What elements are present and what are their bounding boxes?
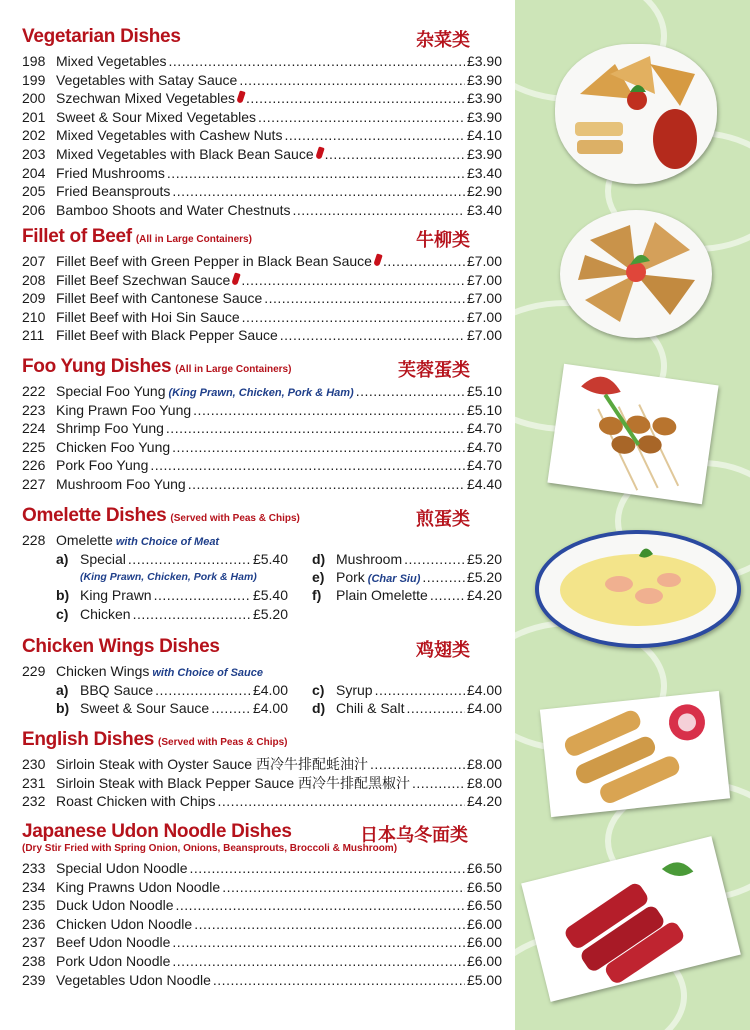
item-name: Bamboo Shoots and Water Chestnuts xyxy=(56,201,291,218)
item-intro xyxy=(22,662,502,681)
item-name: Vegetables with Satay Sauce xyxy=(56,71,238,88)
menu-item xyxy=(22,952,502,971)
leader-dots xyxy=(172,182,465,201)
item-number: 200 xyxy=(22,90,46,107)
item-price: £6.00 xyxy=(466,952,502,969)
item-number: 199 xyxy=(22,71,46,88)
option-price: £4.00 xyxy=(466,681,502,698)
section-chinese-title: 鸡翅类 xyxy=(416,640,470,661)
item-price: £5.10 xyxy=(466,401,502,418)
food-image xyxy=(539,534,737,644)
item-number: 206 xyxy=(22,201,46,218)
item-price: £7.00 xyxy=(466,290,502,307)
leader-dots xyxy=(404,550,465,569)
item-price: £4.40 xyxy=(466,475,502,492)
leader-dots xyxy=(325,145,465,164)
item-detail: with Choice of Sauce xyxy=(152,667,264,679)
option-sub-note: (King Prawn, Chicken, Pork & Ham) xyxy=(80,571,257,584)
section-note: (Dry Stir Fried with Spring Onion, Onions, Beansprouts, Broccoli & Mushroom) xyxy=(22,843,398,854)
item-number: 202 xyxy=(22,127,46,144)
item-price: £5.10 xyxy=(466,383,502,399)
leader-dots xyxy=(190,859,465,878)
leader-dots xyxy=(176,896,465,915)
menu-item xyxy=(22,774,502,793)
menu-item xyxy=(22,201,502,220)
food-image xyxy=(555,44,717,184)
item-number: 233 xyxy=(22,860,46,876)
item-name: Fillet Beef Szechwan Sauce xyxy=(56,271,231,288)
menu-item xyxy=(22,878,502,897)
section-note: (Served with Peas & Chips) xyxy=(158,737,288,748)
item-price: £8.00 xyxy=(466,774,502,791)
option-row xyxy=(312,699,502,718)
item-number: 207 xyxy=(22,253,46,269)
option-price: £4.00 xyxy=(252,681,288,698)
item-intro xyxy=(22,531,502,550)
section-header xyxy=(22,226,502,252)
item-number: 238 xyxy=(22,952,46,969)
option-letter: f) xyxy=(312,587,322,604)
item-name: Shrimp Foo Yung xyxy=(56,420,164,437)
item-number: 231 xyxy=(22,774,46,791)
option-letter: d) xyxy=(312,700,326,717)
section-udon xyxy=(22,821,502,989)
section-note: (Served with Peas & Chips) xyxy=(170,513,300,524)
option-row xyxy=(312,550,502,569)
menu-item xyxy=(22,475,502,494)
item-name: Vegetables Udon Noodle xyxy=(56,971,211,988)
leader-dots xyxy=(172,952,465,971)
item-price: £4.70 xyxy=(466,420,502,437)
item-number: 208 xyxy=(22,271,46,288)
option-letter: c) xyxy=(56,605,69,622)
item-price: £3.90 xyxy=(466,53,502,69)
section-title: Fillet of Beef xyxy=(22,226,132,247)
item-name: Special Foo Yung xyxy=(56,383,166,399)
item-name: Chicken Udon Noodle xyxy=(56,915,193,932)
menu-item xyxy=(22,126,502,145)
leader-dots xyxy=(284,126,465,145)
section-chicken-wings xyxy=(22,636,502,718)
item-price: £6.00 xyxy=(466,934,502,951)
item-name: Roast Chicken with Chips xyxy=(56,793,216,810)
menu-item xyxy=(22,164,502,183)
section-title: Japanese Udon Noodle Dishes xyxy=(22,821,292,842)
menu-item xyxy=(22,933,502,952)
item-number: 224 xyxy=(22,420,46,437)
option-name: Sweet & Sour Sauce xyxy=(80,700,210,717)
item-name: Omelette xyxy=(56,532,113,548)
menu-item xyxy=(22,896,502,915)
item-name: Sweet & Sour Mixed Vegetables xyxy=(56,108,257,125)
prawn-toast-photo xyxy=(560,210,712,338)
menu-item xyxy=(22,419,502,438)
item-name: Special Udon Noodle xyxy=(56,860,188,876)
option-name: Mushroom xyxy=(336,550,403,567)
option-grid xyxy=(56,681,502,718)
section-english xyxy=(22,729,502,811)
leader-dots xyxy=(133,605,251,624)
option-letter: a) xyxy=(56,681,69,698)
option-detail: (Char Siu) xyxy=(367,573,421,586)
food-image xyxy=(540,691,730,817)
menu-item xyxy=(22,971,502,990)
option-column-right xyxy=(312,681,502,718)
option-price: £4.20 xyxy=(466,587,502,604)
item-name: Szechwan Mixed Vegetables xyxy=(56,90,235,107)
spring-rolls-photo xyxy=(540,691,730,817)
item-list xyxy=(22,52,502,219)
leader-dots xyxy=(293,201,465,220)
option-name: Chili & Salt xyxy=(336,700,405,717)
item-price: £6.00 xyxy=(466,915,502,932)
leader-dots xyxy=(211,699,251,718)
item-name: Duck Udon Noodle xyxy=(56,897,174,914)
menu-item xyxy=(22,308,502,327)
section-note: (All in Large Containers) xyxy=(135,234,252,245)
option-row xyxy=(312,568,502,586)
option-row xyxy=(312,681,502,700)
item-name: Mushroom Foo Yung xyxy=(56,475,186,492)
leader-dots xyxy=(370,755,465,774)
option-price: £4.00 xyxy=(466,700,502,717)
item-price: £3.90 xyxy=(466,71,502,88)
option-name: Chicken xyxy=(80,605,131,622)
item-number: 210 xyxy=(22,308,46,325)
option-letter: b) xyxy=(56,700,70,717)
option-grid xyxy=(56,550,502,624)
item-list xyxy=(22,252,502,345)
item-price: £3.90 xyxy=(466,145,502,162)
section-foo-yung xyxy=(22,356,502,494)
menu-item xyxy=(22,108,502,127)
item-price: £7.00 xyxy=(466,253,502,269)
chili-pepper-icon xyxy=(315,146,324,159)
leader-dots xyxy=(193,401,465,420)
item-price: £3.40 xyxy=(466,164,502,181)
item-name: Fillet Beef with Hoi Sin Sauce xyxy=(56,308,240,325)
item-number: 198 xyxy=(22,53,46,69)
section-header xyxy=(22,729,502,755)
leader-dots xyxy=(172,933,465,952)
item-name: Fried Mushrooms xyxy=(56,164,165,181)
option-price: £4.00 xyxy=(252,700,288,717)
item-list xyxy=(22,382,502,494)
section-title: Chicken Wings Dishes xyxy=(22,636,220,657)
item-list xyxy=(22,859,502,989)
item-name: Mixed Vegetables with Cashew Nuts xyxy=(56,127,283,144)
option-row xyxy=(56,699,288,718)
item-number: 230 xyxy=(22,756,46,772)
item-name: Sirloin Steak with Black Pepper Sauce 西冷牛排配黑椒汁 xyxy=(56,774,411,791)
item-number: 227 xyxy=(22,475,46,492)
item-price: £4.10 xyxy=(466,127,502,144)
item-price: £7.00 xyxy=(466,308,502,325)
menu-item xyxy=(22,182,502,201)
item-number: 203 xyxy=(22,145,46,162)
item-price: £6.50 xyxy=(466,897,502,914)
option-price: £5.40 xyxy=(252,550,288,567)
option-row xyxy=(56,681,288,700)
menu-item xyxy=(22,52,502,71)
menu-item xyxy=(22,792,502,811)
item-price: £6.50 xyxy=(466,878,502,895)
item-price: £3.90 xyxy=(466,90,502,107)
section-vegetarian xyxy=(22,26,502,219)
leader-dots xyxy=(383,252,465,271)
section-title: Vegetarian Dishes xyxy=(22,26,181,47)
option-letter: c) xyxy=(312,681,325,698)
item-number: 225 xyxy=(22,438,46,455)
item-price: £3.40 xyxy=(466,201,502,218)
section-header xyxy=(22,505,502,531)
item-number: 222 xyxy=(22,383,46,399)
item-price: £8.00 xyxy=(466,756,502,772)
item-name: Beef Udon Noodle xyxy=(56,934,171,951)
item-name: Fillet Beef with Black Pepper Sauce xyxy=(56,327,278,344)
option-letter: b) xyxy=(56,587,70,604)
item-name: Sirloin Steak with Oyster Sauce 西冷牛排配蚝油汁 xyxy=(56,756,368,772)
char-siu-photo xyxy=(521,836,741,1002)
option-price: £5.20 xyxy=(466,550,502,567)
menu-item xyxy=(22,71,502,90)
menu-item xyxy=(22,326,502,345)
item-number: 236 xyxy=(22,915,46,932)
option-letter: d) xyxy=(312,550,326,567)
leader-dots xyxy=(172,438,465,457)
item-price: £6.50 xyxy=(466,860,502,876)
leader-dots xyxy=(154,586,251,605)
option-name: Plain Omelette xyxy=(336,587,428,604)
option-letter: a) xyxy=(56,550,69,567)
section-title: English Dishes xyxy=(22,729,155,750)
item-price: £4.70 xyxy=(466,457,502,474)
item-number: 226 xyxy=(22,457,46,474)
leader-dots xyxy=(280,326,465,345)
menu-item xyxy=(22,755,502,774)
leader-dots xyxy=(375,681,465,700)
leader-dots xyxy=(422,568,465,587)
leader-dots xyxy=(258,108,465,127)
option-price: £5.40 xyxy=(252,587,288,604)
option-name: Special xyxy=(80,550,126,567)
menu-item xyxy=(22,456,502,475)
menu-item xyxy=(22,89,502,108)
item-number: 201 xyxy=(22,108,46,125)
section-fillet-of-beef xyxy=(22,226,502,345)
item-name: Chicken Wings xyxy=(56,663,150,679)
item-price: £4.20 xyxy=(466,793,502,810)
leader-dots xyxy=(188,475,465,494)
option-name: BBQ Sauce xyxy=(80,681,154,698)
food-image xyxy=(560,210,712,338)
leader-dots xyxy=(242,308,465,327)
leader-dots xyxy=(128,550,251,569)
item-number: 232 xyxy=(22,793,46,810)
leader-dots xyxy=(406,699,464,718)
option-column-right xyxy=(312,550,502,624)
leader-dots xyxy=(194,915,465,934)
item-price: £7.00 xyxy=(466,327,502,344)
option-row xyxy=(56,586,288,605)
menu-item xyxy=(22,401,502,420)
menu-item xyxy=(22,382,502,401)
platter-photo xyxy=(555,44,717,184)
omelette-photo xyxy=(535,530,741,648)
leader-dots xyxy=(150,456,465,475)
item-detail: with Choice of Meat xyxy=(115,536,220,548)
option-column-left xyxy=(56,550,288,624)
item-list xyxy=(22,755,502,811)
item-price: £7.00 xyxy=(466,271,502,288)
leader-dots xyxy=(356,382,465,401)
item-name: Chicken Foo Yung xyxy=(56,438,171,455)
leader-dots xyxy=(430,586,465,605)
item-number: 239 xyxy=(22,971,46,988)
section-chinese-title: 杂菜类 xyxy=(416,30,470,51)
item-name: King Prawn Foo Yung xyxy=(56,401,192,418)
menu-item xyxy=(22,289,502,308)
leader-dots xyxy=(412,774,465,793)
item-number: 209 xyxy=(22,290,46,307)
item-detail: (King Prawn, Chicken, Pork & Ham) xyxy=(168,387,354,399)
option-row xyxy=(56,550,288,569)
menu-item xyxy=(22,915,502,934)
leader-dots xyxy=(213,971,465,990)
menu-item xyxy=(22,271,502,290)
leader-dots xyxy=(218,792,465,811)
item-name: Mixed Vegetables xyxy=(56,53,167,69)
menu-item xyxy=(22,859,502,878)
section-title: Omelette Dishes xyxy=(22,505,167,526)
item-number: 234 xyxy=(22,878,46,895)
section-chinese-title: 煎蛋类 xyxy=(416,509,470,530)
leader-dots xyxy=(241,271,465,290)
leader-dots xyxy=(264,289,465,308)
chili-pepper-icon xyxy=(232,272,241,285)
leader-dots xyxy=(222,878,465,897)
item-name: Fillet Beef with Green Pepper in Black Bean Sauce xyxy=(56,253,372,269)
option-letter: e) xyxy=(312,569,325,586)
section-header xyxy=(22,356,502,382)
section-note: (All in Large Containers) xyxy=(175,364,292,375)
satay-photo xyxy=(547,364,718,505)
leader-dots xyxy=(155,681,251,700)
item-number: 235 xyxy=(22,897,46,914)
option-price: £5.20 xyxy=(252,605,288,622)
item-number: 229 xyxy=(22,663,46,679)
section-omelette xyxy=(22,505,502,623)
chili-pepper-icon xyxy=(236,91,245,104)
item-number: 204 xyxy=(22,164,46,181)
leader-dots xyxy=(246,89,465,108)
leader-dots xyxy=(167,164,465,183)
item-number: 228 xyxy=(22,532,46,548)
menu-item xyxy=(22,252,502,271)
item-name: Mixed Vegetables with Black Bean Sauce xyxy=(56,145,314,162)
option-column-left xyxy=(56,681,288,718)
leader-dots xyxy=(239,71,465,90)
section-chinese-title: 牛柳类 xyxy=(416,230,470,251)
item-name: Fried Beansprouts xyxy=(56,183,171,200)
leader-dots xyxy=(166,419,465,438)
section-title: Foo Yung Dishes xyxy=(22,356,172,377)
item-name: Pork Udon Noodle xyxy=(56,952,171,969)
section-chinese-title: 芙蓉蛋类 xyxy=(398,360,470,381)
menu-item xyxy=(22,145,502,164)
section-chinese-title: 日本乌冬面类 xyxy=(360,825,468,846)
item-price: £5.00 xyxy=(466,971,502,988)
option-row xyxy=(56,605,288,624)
photo-panel xyxy=(515,0,750,1030)
section-header xyxy=(22,821,502,847)
item-name: Fillet Beef with Cantonese Sauce xyxy=(56,290,263,307)
menu-item xyxy=(22,438,502,457)
section-header xyxy=(22,636,502,662)
item-name: King Prawns Udon Noodle xyxy=(56,878,221,895)
item-price: £2.90 xyxy=(466,183,502,200)
option-price: £5.20 xyxy=(466,569,502,586)
item-price: £3.90 xyxy=(466,108,502,125)
food-image xyxy=(547,364,718,505)
option-name: King Prawn xyxy=(80,587,152,604)
option-row xyxy=(312,586,502,605)
item-number: 211 xyxy=(22,327,45,344)
section-header xyxy=(22,26,502,52)
item-number: 205 xyxy=(22,183,46,200)
leader-dots xyxy=(169,52,465,71)
food-image xyxy=(521,836,741,1002)
item-price: £4.70 xyxy=(466,438,502,455)
option-name: Pork xyxy=(336,569,365,586)
item-number: 237 xyxy=(22,934,46,951)
chili-pepper-icon xyxy=(373,253,382,266)
option-name: Syrup xyxy=(336,681,373,698)
item-number: 223 xyxy=(22,401,46,418)
item-name: Pork Foo Yung xyxy=(56,457,149,474)
